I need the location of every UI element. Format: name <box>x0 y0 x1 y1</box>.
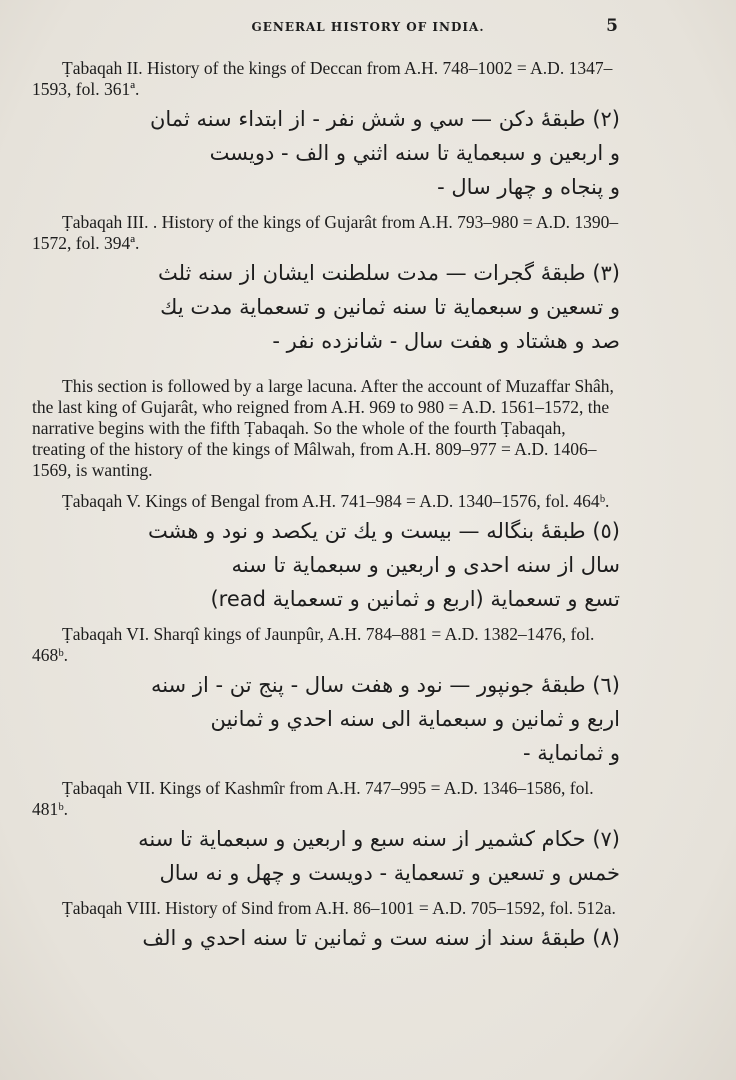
entry-heading: Ṭabaqah II. History of the kings of Deccan from A.H. 748–1002 = A.D. 1347–1593, fol. 361ª. <box>32 58 613 99</box>
persian-line: تسع و تسعماية (اربع و ثمانين و تسعماية read) <box>210 586 620 611</box>
persian-line: (٧) حكام كشمير از سنه سبع و اربعين و سبعماية تا سنه <box>138 826 620 851</box>
persian-line: خمس و تسعين و تسعماية - دويست و چهل و نه سال <box>159 860 620 885</box>
persian-line: اربع و ثمانين و سبعماية الى سنه احدي و ثمانين <box>210 706 620 731</box>
page-content <box>32 58 622 963</box>
persian-text <box>32 668 622 770</box>
entry-tabaqah-8 <box>32 898 622 955</box>
entry-heading: Ṭabaqah V. Kings of Bengal from A.H. 741–984 = A.D. 1340–1576, fol. 464ᵇ. <box>62 490 610 511</box>
running-title: GENERAL HISTORY OF INDIA. <box>251 20 485 34</box>
entry-heading: Ṭabaqah VI. Sharqî kings of Jaunpûr, A.H. 784–881 = A.D. 1382–1476, fol. 468ᵇ. <box>32 623 595 665</box>
persian-line: و تسعين و سبعماية تا سنه ثمانين و تسعماية مدت يك <box>160 295 620 319</box>
entry-heading: Ṭabaqah III. . History of the kings of Gujarât from A.H. 793–980 = A.D. 1390–1572, fol. 394ª. <box>32 212 619 253</box>
persian-text <box>32 822 622 890</box>
page-number: 5 <box>606 16 618 36</box>
entry-heading: Ṭabaqah VII. Kings of Kashmîr from A.H. 747–995 = A.D. 1346–1586, fol. 481ᵇ. <box>32 777 594 819</box>
entry-tabaqah-7 <box>32 778 622 890</box>
persian-line: و اربعين و سبعماية تا سنه اثني و الف - دويست <box>209 141 620 165</box>
persian-text <box>32 921 622 955</box>
persian-line: سال از سنه احدى و اربعين و سبعماية تا سنه <box>231 552 620 577</box>
persian-line: (٢) طبقۀ دکن — سي و شش نفر - از ابتداء سنه ثمان <box>149 107 620 131</box>
persian-line: صد و هشتاد و هفت سال - شانزده نفر - <box>272 329 620 353</box>
persian-text <box>32 256 622 358</box>
entry-tabaqah-2 <box>32 58 622 204</box>
lacuna-paragraph: This section is followed by a large lacuna. After the account of Muzaffar Shâh, the last king of Gujarât, who reigned from A.H. 969 to 980 = A.D. 1561–1572, the narrative begins with the fifth Ṭabaqah. So the whole of the fourth Ṭabaqah, treating of the history of the kings of Mâlwah, from A.H. 809–977 = A.D. 1406–1569, is wanting. <box>32 375 614 480</box>
persian-line: (٨) طبقۀ سند از سنه ست و ثمانين تا سنه احدي و الف <box>142 925 620 950</box>
entry-tabaqah-6 <box>32 624 622 770</box>
entry-heading: Ṭabaqah VIII. History of Sind from A.H. 86–1001 = A.D. 705–1592, fol. 512a. <box>62 897 616 918</box>
persian-line: (٣) طبقۀ گجرات — مدت سلطنت ايشان از سنه ثلث <box>157 261 620 285</box>
entry-tabaqah-3 <box>32 212 622 358</box>
persian-line: و پنجاه و چهار سال - <box>437 175 620 199</box>
persian-line: (٦) طبقۀ جونپور — نود و هفت سال - پنج تن - از سنه <box>150 672 620 697</box>
persian-text <box>32 514 622 616</box>
running-head <box>0 14 736 38</box>
persian-line: (٥) طبقۀ بنگاله — بيست و يك تن يكصد و نود و هشت <box>147 518 620 543</box>
persian-line: و ثمانماية - <box>523 740 620 765</box>
entry-tabaqah-5 <box>32 491 622 616</box>
persian-text <box>32 102 622 204</box>
